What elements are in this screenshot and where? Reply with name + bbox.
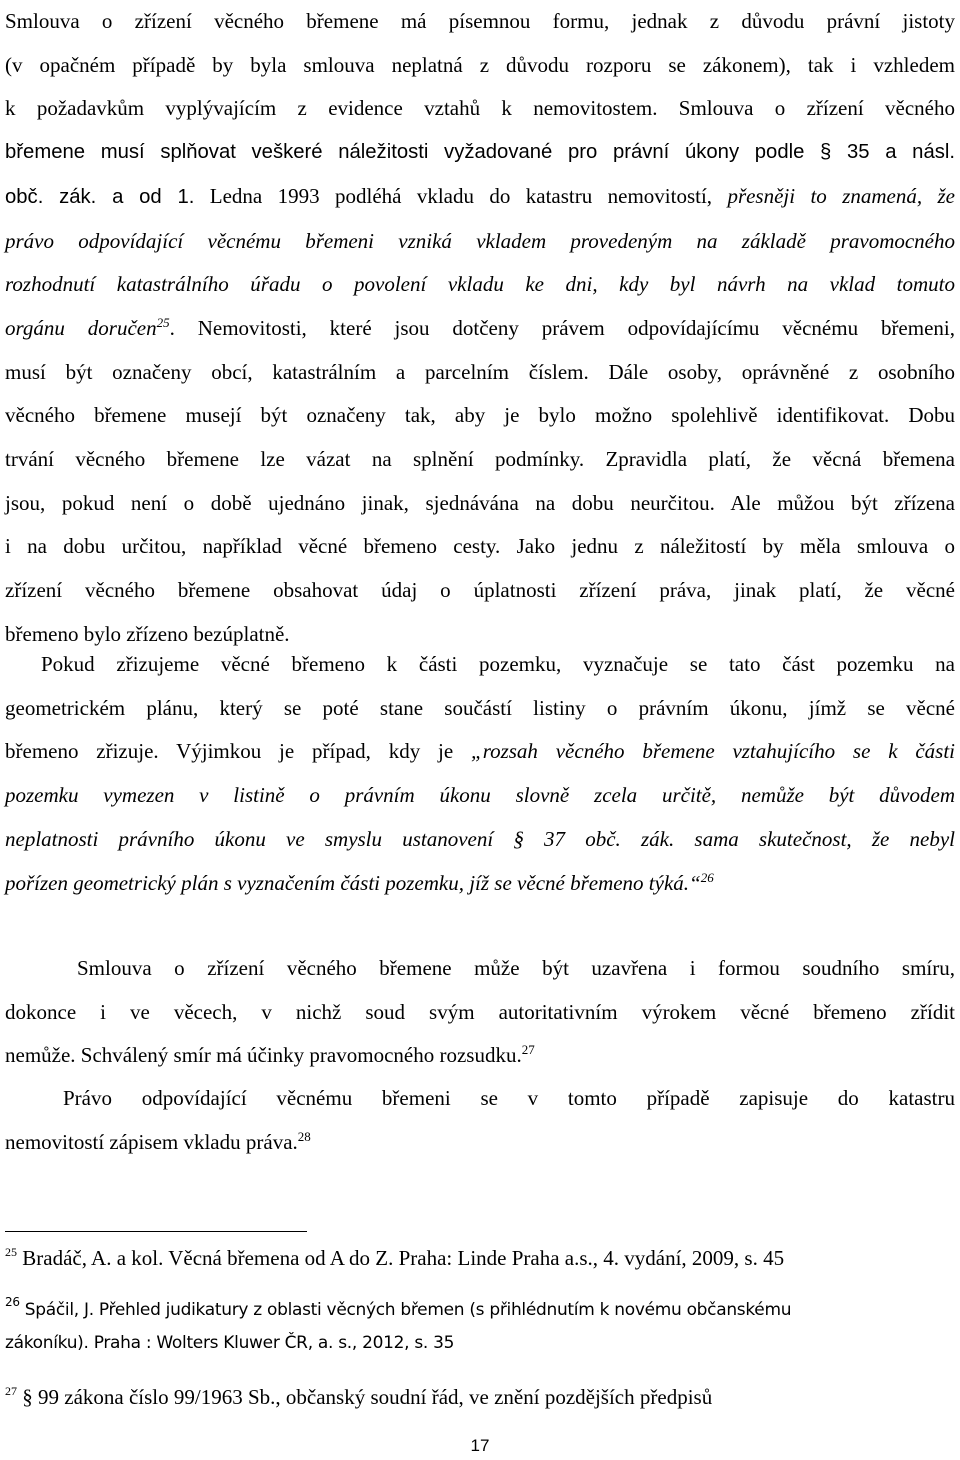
p2-line-6-text: pořízen geometrický plán s vyznačením části pozemku, jíž se věcné břemeno týká.“ [5,870,701,895]
p2-line-6 [5,862,955,906]
footnote-ref-26[interactable]: 26 [700,869,714,885]
p2-line-3-a: břemeno zřizuje. Výjimkou je případ, kdy je [5,739,472,764]
p1-line-4: břemene musí splňovat veškeré náležitosti vyžadované pro právní úkony podle § 35 a násl. [5,141,955,164]
p1-line-1: Smlouva o zřízení věcného břemene má písemnou formu, jednak z důvodu právní jistoty [5,9,955,33]
footnote-separator [5,1231,307,1232]
paragraph-1 [5,0,955,657]
p1-line-6: právo odpovídající věcnému břemeni vzniká vkladem provedeným na základě pravomocného [5,228,955,253]
p4-line-2 [5,1121,955,1165]
p1-line-2: (v opačném případě by byla smlouva neplatná z důvodu rozporu se zákonem), tak i vzhledem [5,52,955,77]
p1-line-3: k požadavkům vyplývajícím z evidence vztahů k nemovitostem. Smlouva o zřízení věcného [5,96,955,121]
p1-line-8 [5,307,955,351]
footnote-ref-25[interactable]: 25 [156,314,170,330]
p1-line-5 [5,175,955,220]
p2-line-2: geometrickém plánu, který se poté stane součástí listiny o právním úkonu, jímž se věcné [5,695,955,720]
p1-line-11: trvání věcného břemene lze vázat na splnění podmínky. Zpravidla platí, že věcná břemena [5,447,955,472]
p2-line-3 [5,730,955,774]
p1-line-10: věcného břemene musejí být označeny tak, aby je bylo možno spolehlivě identifikovat. Dobu [5,403,955,428]
p1-line-13: i na dobu určitou, například věcné břemeno cesty. Jako jednu z náležitostí by měla smlouva o [5,534,955,559]
p3-line-3 [5,1034,955,1078]
p1-line-5-a: obč. zák. a od 1. [5,185,195,208]
paragraph-4 [5,1077,955,1164]
footnote-27-text: § 99 zákona číslo 99/1963 Sb., občanský soudní řád, ve znění pozdějších předpisů [17,1385,713,1409]
p4-line-1: Právo odpovídající věcnému břemeni se v tomto případě zapisuje do katastru [63,1086,955,1110]
p1-line-5-c: přesněji to znamená, že [727,183,955,208]
p1-line-7: rozhodnutí katastrálního úřadu o povolení vkladu ke dni, kdy byl návrh na vklad tomuto [5,272,955,297]
footnote-ref-27[interactable]: 27 [521,1042,535,1058]
p3-line-1: Smlouva o zřízení věcného břemene může být uzavřena i formou soudního smíru, [77,956,955,980]
p3-line-2: dokonce i ve věcech, v nichž soud svým autoritativním výrokem věcné břemeno zřídit [5,999,955,1024]
p1-line-12: jsou, pokud není o době ujednáno jinak, sjednávána na dobu neurčitou. Ale můžou být zřízena [5,490,955,515]
footnote-27-number: 27 [5,1384,17,1398]
footnote-26-text-line-2: zákoníku). Praha : Wolters Kluwer ČR, a. s., 2012, s. 35 [5,1333,455,1353]
footnote-25-number: 25 [5,1245,17,1259]
paragraph-3 [5,947,955,1078]
p1-line-8-b: . Nemovitosti, které jsou dotčeny právem odpovídajícímu věcnému břemeni, [169,315,955,340]
page-number: 17 [470,1436,490,1455]
p2-line-3-b: „rozsah věcného břemene vztahujícího se k části [471,739,955,764]
footnote-26-number: 26 [5,1295,20,1309]
p1-line-14: zřízení věcného břemene obsahovat údaj o úplatnosti zřízení práva, jinak platí, že věcné [5,578,955,603]
p2-line-4: pozemku vymezen v listině o právním úkonu slovně zcela určitě, nemůže být důvodem [5,783,955,808]
p1-line-8-a: orgánu doručen [5,315,157,340]
p1-line-15: břemeno bylo zřízeno bezúplatně. [5,621,290,646]
p4-line-2-text: nemovitostí zápisem vkladu práva. [5,1129,298,1154]
p2-line-1: Pokud zřizujeme věcné břemeno k části pozemku, vyznačuje se tato část pozemku na [41,652,955,676]
p3-line-3-text: nemůže. Schválený smír má účinky pravomocného rozsudku. [5,1043,522,1068]
footnote-ref-28[interactable]: 28 [297,1128,311,1144]
p1-line-9: musí být označeny obcí, katastrálním a parcelním číslem. Dále osoby, oprávněné z osobního [5,359,955,384]
p1-line-5-b: Ledna 1993 podléhá vkladu do katastru nemovitostí, [194,183,728,208]
footnote-25 [5,1244,955,1272]
footnote-26 [5,1294,955,1360]
p2-line-5: neplatnosti právního úkonu ve smyslu ustanovení § 37 obč. zák. sama skutečnost, že nebyl [5,826,955,851]
footnote-26-text-line-1: Spáčil, J. Přehled judikatury z oblasti věcných břemen (s přihlédnutím k novému občanskému [19,1300,792,1320]
footnote-25-text: Bradáč, A. a kol. Věcná břemena od A do Z. Praha: Linde Praha a.s., 4. vydání, 2009, s. 45 [17,1246,785,1270]
footnote-27 [5,1383,955,1411]
paragraph-2 [5,643,955,905]
